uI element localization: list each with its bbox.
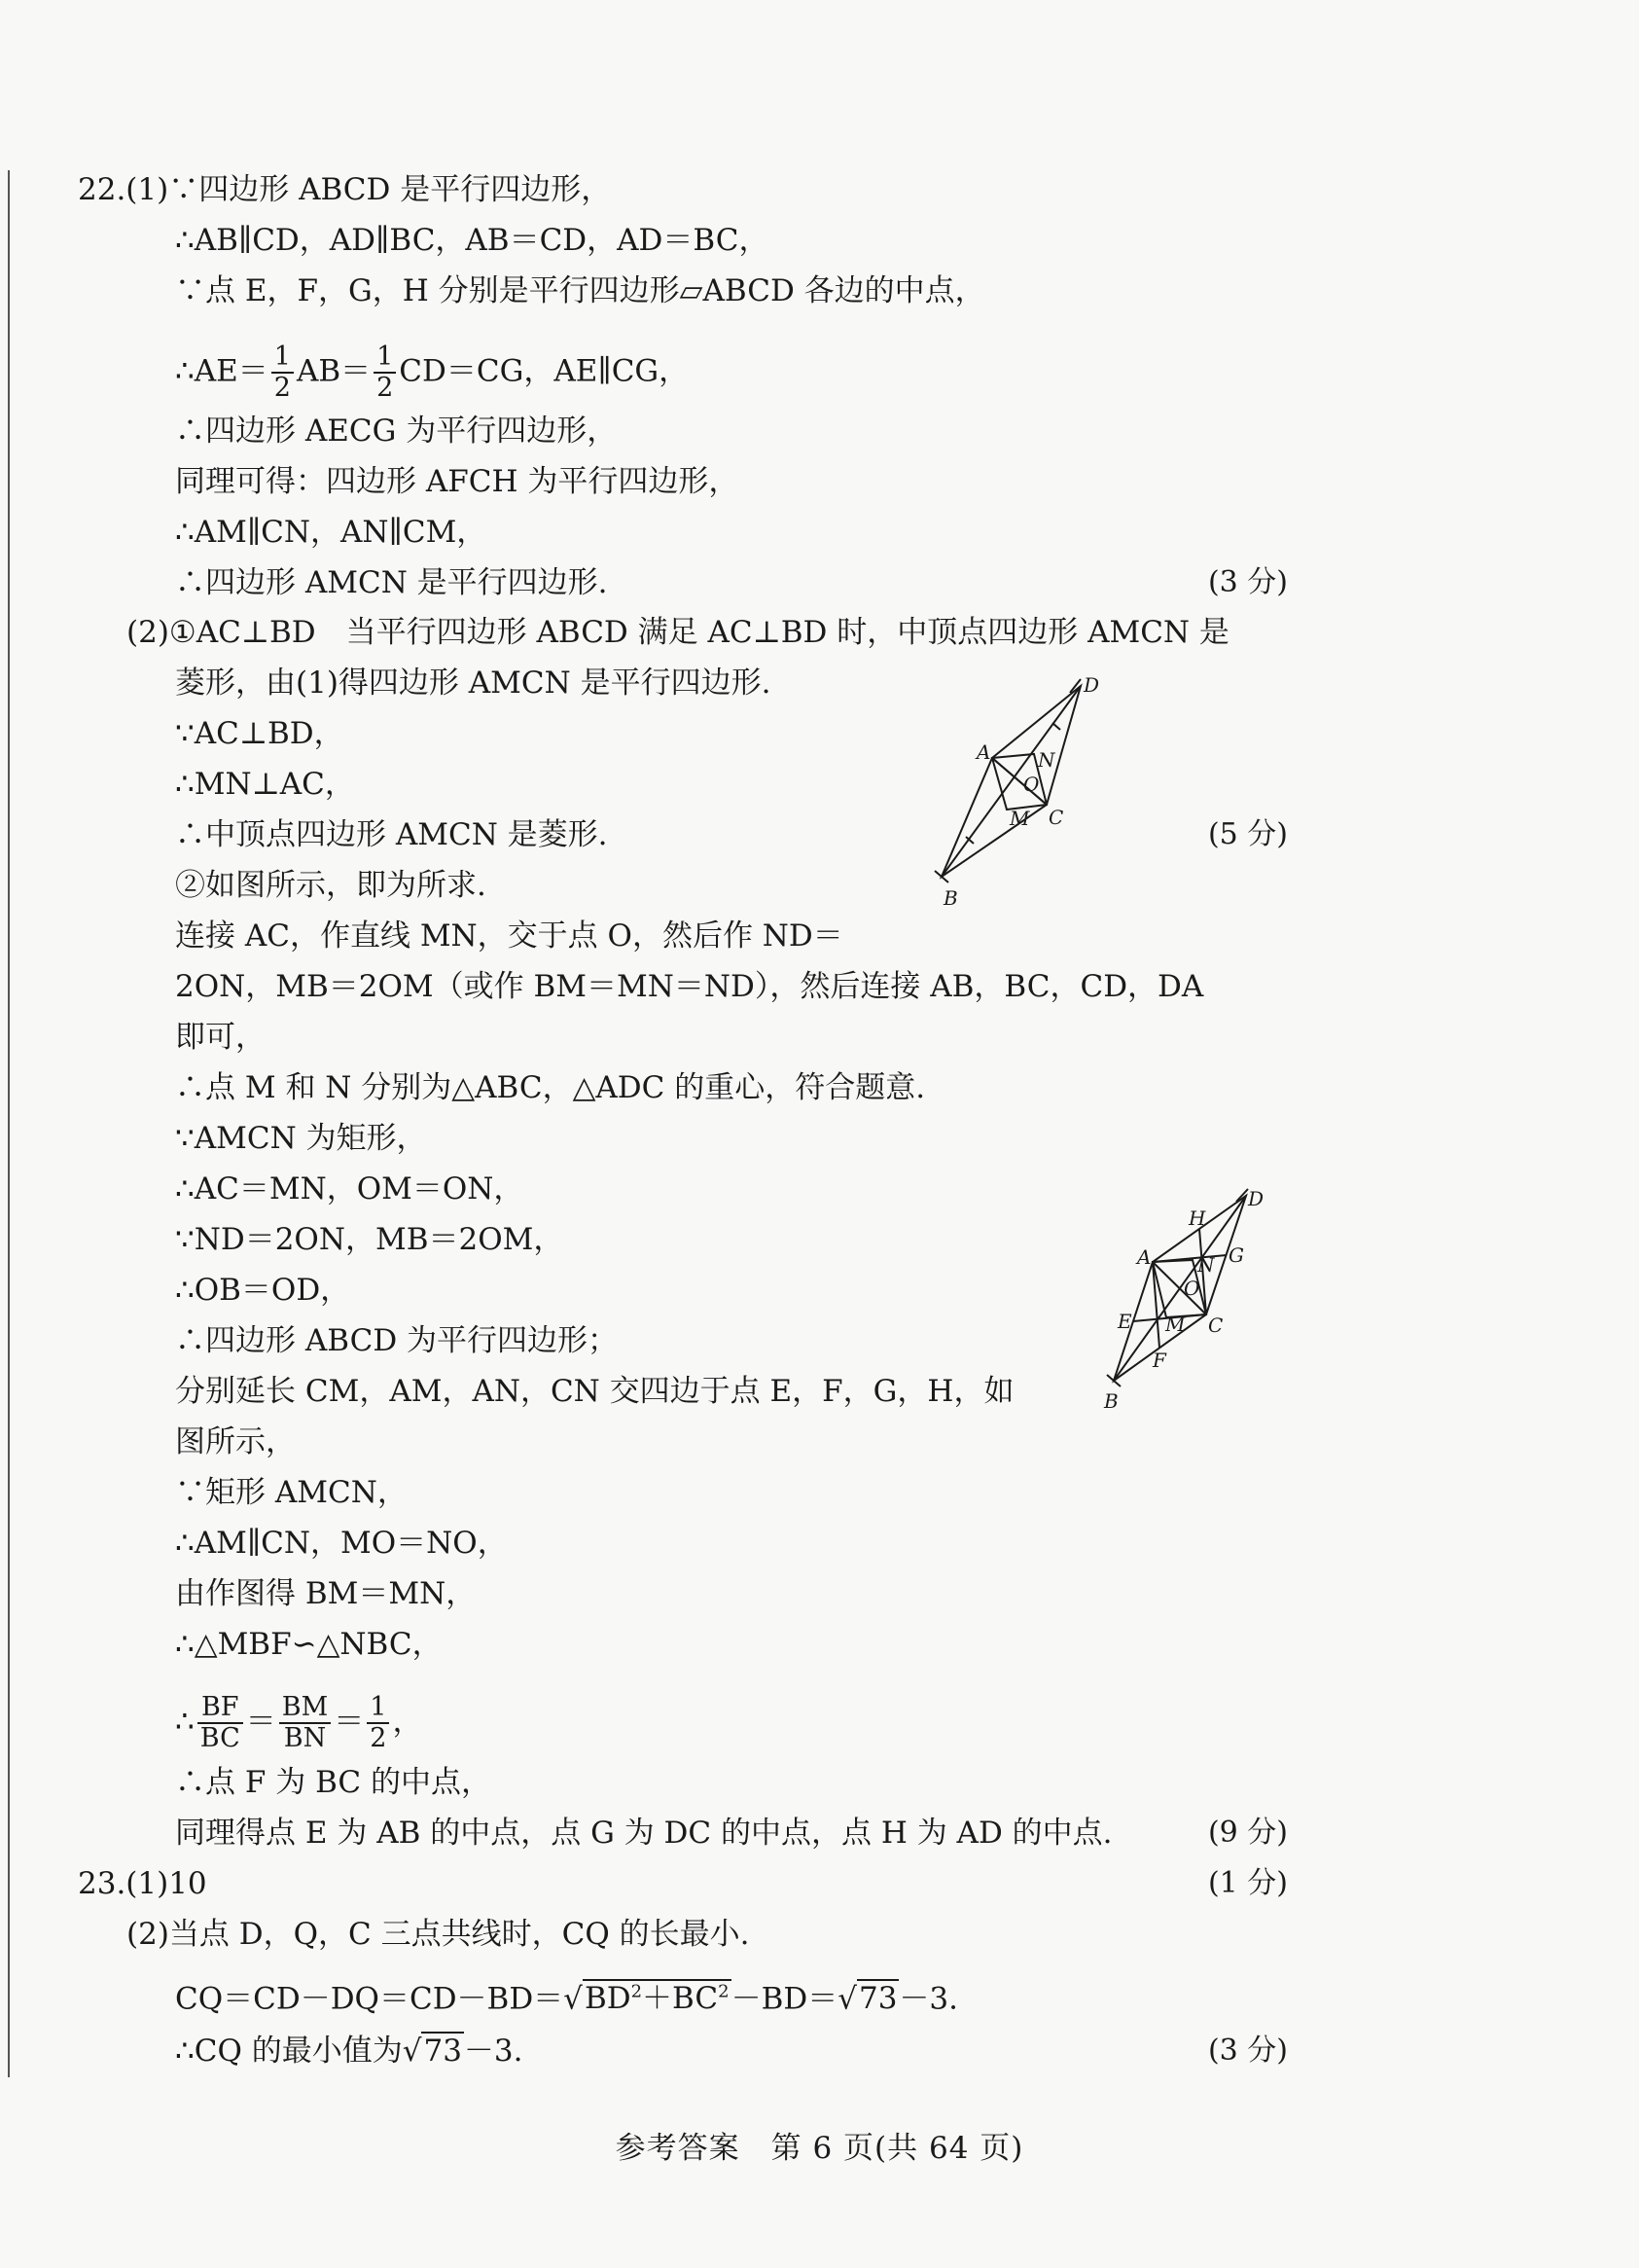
label-a: A — [977, 740, 991, 764]
label-f: F — [1153, 1349, 1166, 1372]
q22-line4-c: CD＝CG，AE∥CG， — [399, 353, 690, 389]
score-1: (1 分) — [1207, 1866, 1288, 1900]
q23-line3: $CQ=CD-DQ=CD-BD=√BD^2+BC^2-BD=√73-3$. — [175, 1981, 958, 2017]
q22-line2: ∴AB∥CD，AD∥BC，AB＝CD，AD＝BC， — [175, 223, 769, 258]
q22-p2-line19: ∴AM∥CN，MO＝NO， — [175, 1526, 508, 1561]
label-d: D — [1084, 676, 1100, 697]
score-5: (5 分) — [1207, 817, 1288, 851]
label-c: C — [1049, 806, 1064, 829]
q22-line3: ∵点 E，F，G，H 分别是平行四边形▱ABCD 各边的中点， — [175, 273, 985, 308]
q22-p2-line6: ②如图所示，即为所求. — [175, 868, 486, 903]
diagonal-bd — [942, 686, 1081, 877]
score-3: (3 分) — [1207, 565, 1288, 599]
fraction-bf-bc: $\frac{BF}{BC}$ — [197, 1693, 243, 1753]
label-c: C — [1208, 1314, 1224, 1337]
q22-line6: 同理可得：四边形 AFCH 为平行四边形， — [175, 464, 739, 499]
q22-p2-line2: 菱形，由(1)得四边形 AMCN 是平行四边形. — [175, 666, 771, 701]
sqrt-expression: $BD^2+BC^2$ — [584, 1981, 730, 2017]
fraction-half: $\frac{1}{2}$ — [374, 342, 396, 403]
label-d: D — [1248, 1187, 1265, 1210]
fraction-bm-bn: $\frac{BM}{BN}$ — [279, 1693, 332, 1753]
q22-line4-b: AB＝ — [296, 353, 372, 389]
q22-p2-line23: ∴点 F 为 BC 的中点， — [175, 1765, 491, 1800]
q22-p2-line22: ∴ $\frac{BF}{BC}$ ＝ $\frac{BM}{BN}$ ＝ $\frac{1}{2}$ ， — [175, 1692, 423, 1753]
geometry-figure-1 — [934, 676, 1148, 910]
q22-p2-line7: 连接 AC，作直线 MN，交于点 O，然后作 ND＝ — [175, 918, 843, 954]
score-3b: (3 分) — [1207, 2034, 1288, 2068]
q22-p2-line17: 图所示， — [175, 1424, 296, 1459]
page-footer: 参考答案 第 6 页(共 64 页) — [615, 2131, 1024, 2166]
q22-p2-line11: ∵AMCN 为矩形， — [175, 1121, 427, 1156]
q22-p2-line5: ∴中顶点四边形 AMCN 是菱形. — [175, 817, 608, 852]
q23-line2: (2)当点 D，Q，C 三点共线时，CQ 的长最小. — [126, 1917, 750, 1952]
q22-p2-line13: ∵ND＝2ON，MB＝2OM， — [175, 1222, 564, 1257]
fraction-half: $\frac{1}{2}$ — [271, 342, 294, 403]
q22-p2-line14: ∴OB＝OD， — [175, 1273, 351, 1308]
q22-p2-line21: ∴△MBF∽△NBC， — [175, 1627, 443, 1662]
sqrt-73: 73 — [423, 2034, 462, 2069]
q22-p2-line16: 分别延长 CM，AM，AN，CN 交四边于点 E，F，G，H，如 — [175, 1374, 1015, 1409]
q22-line8: ∴四边形 AMCN 是平行四边形. — [175, 565, 608, 600]
q22-p2-line12: ∴AC＝MN，OM＝ON， — [175, 1171, 524, 1206]
label-e: E — [1118, 1310, 1132, 1333]
q22-p2-line1: (2)①AC⊥BD 当平行四边形 ABCD 满足 AC⊥BD 时，中顶点四边形 AMCN 是 — [126, 615, 1229, 650]
label-n: N — [1038, 748, 1055, 772]
q22-p2-line3: ∵AC⊥BD， — [175, 716, 344, 751]
label-m: M — [1165, 1313, 1186, 1336]
fraction-one-half: $\frac{1}{2}$ — [367, 1693, 389, 1753]
label-a: A — [1137, 1245, 1152, 1269]
q22-line5: ∴四边形 AECG 为平行四边形， — [175, 414, 618, 449]
label-o: O — [1023, 773, 1040, 796]
q22-p2-line18: ∵矩形 AMCN， — [175, 1475, 408, 1510]
label-b: B — [944, 886, 958, 910]
q22-p2-line24: 同理得点 E 为 AB 的中点，点 G 为 DC 的中点，点 H 为 AD 的中点. — [175, 1816, 1113, 1851]
q23-line4: ∴CQ 的最小值为√73－3. — [175, 2034, 523, 2069]
q22-p2-line15: ∴四边形 ABCD 为平行四边形； — [175, 1323, 619, 1358]
q22-p2-line20: 由作图得 BM＝MN， — [175, 1576, 477, 1611]
q22-p2-line10: ∴点 M 和 N 分别为△ABC，△ADC 的重心，符合题意. — [175, 1070, 926, 1105]
geometry-figure-2 — [1094, 1182, 1308, 1425]
q22-p2-line9: 即可， — [175, 1020, 266, 1055]
label-g: G — [1229, 1243, 1244, 1267]
score-9: (9 分) — [1207, 1816, 1288, 1850]
q22-line4 — [175, 342, 689, 403]
label-n: N — [1197, 1253, 1215, 1277]
sqrt-73: 73 — [858, 1981, 898, 2017]
q22-line7: ∴AM∥CN，AN∥CM， — [175, 515, 487, 550]
margin-line — [8, 170, 10, 2077]
q22-line4-a: ∴AE＝ — [175, 353, 268, 389]
label-o: O — [1184, 1277, 1200, 1300]
label-m: M — [1010, 807, 1030, 830]
q22-p2-line4: ∴MN⊥AC， — [175, 767, 355, 802]
q22-line1: 22.(1)∵四边形 ABCD 是平行四边形， — [78, 172, 612, 207]
label-b: B — [1104, 1389, 1119, 1413]
q23-line1: 23.(1)10 — [78, 1866, 207, 1901]
q22-p2-line8: 2ON，MB＝2OM（或作 BM＝MN＝ND），然后连接 AB，BC，CD，DA — [175, 969, 1204, 1004]
label-h: H — [1189, 1206, 1206, 1230]
